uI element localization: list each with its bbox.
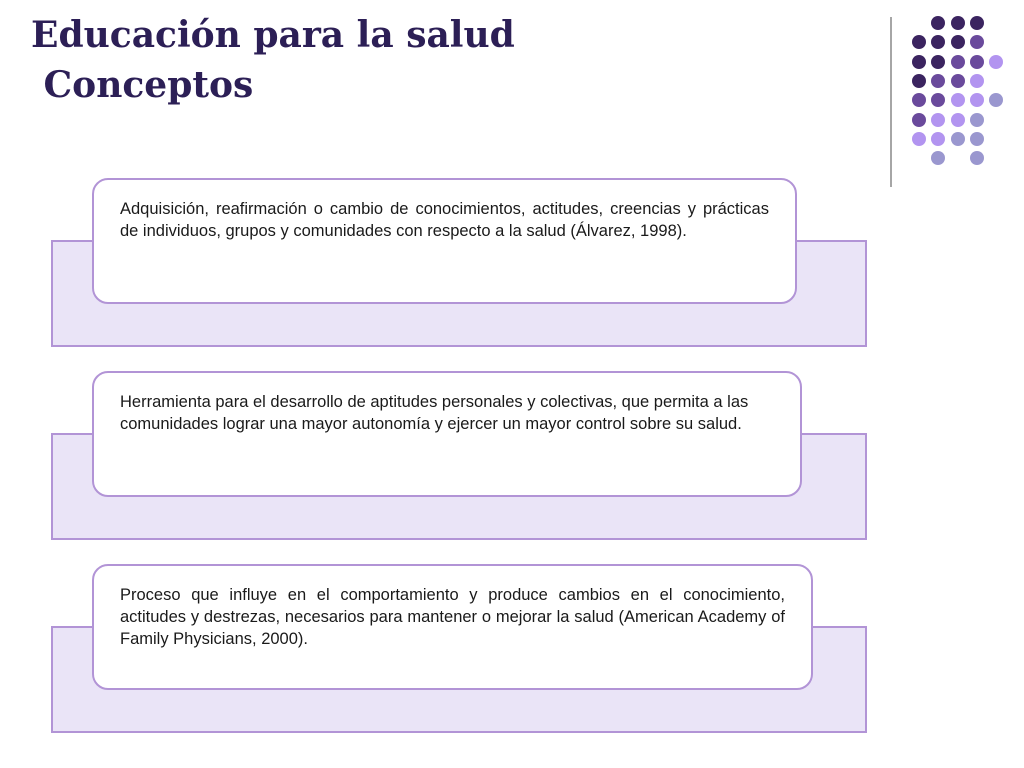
decorative-dot	[951, 35, 965, 49]
decorative-dot	[970, 113, 984, 127]
decorative-dot	[970, 74, 984, 88]
slide-title-line-1: Educación para la salud	[31, 14, 515, 56]
decorative-dot	[951, 132, 965, 146]
decorative-dot	[912, 35, 926, 49]
decorative-divider	[890, 17, 892, 187]
decorative-dot	[912, 55, 926, 69]
decorative-dot	[951, 74, 965, 88]
decorative-dot	[951, 55, 965, 69]
slide-title	[31, 10, 515, 110]
decorative-dot	[989, 55, 1003, 69]
decorative-dot	[989, 93, 1003, 107]
decorative-dot	[931, 151, 945, 165]
decorative-dot	[951, 93, 965, 107]
decorative-dot	[951, 16, 965, 30]
decorative-dot	[931, 55, 945, 69]
decorative-dot	[931, 93, 945, 107]
decorative-dot	[951, 113, 965, 127]
decorative-dot	[970, 151, 984, 165]
decorative-dot	[931, 113, 945, 127]
concept-3-text: Proceso que influye en el comportamiento y produce cambios en el conocimiento, actitudes y destrezas, necesarios para mantener o mejorar la salud (American Academy of Family Physicians, 2000).	[120, 586, 785, 648]
decorative-dot	[931, 132, 945, 146]
decorative-dot	[931, 74, 945, 88]
decorative-dot	[912, 113, 926, 127]
decorative-dot	[970, 132, 984, 146]
concept-1-text: Adquisición, reafirmación o cambio de conocimientos, actitudes, creencias y prácticas de individuos, grupos y comunidades con respecto a la salud (Álvarez, 1998).	[120, 200, 769, 240]
decorative-dot	[970, 16, 984, 30]
concept-3-card	[92, 564, 813, 690]
decorative-dot	[970, 35, 984, 49]
concept-2-text: Herramienta para el desarrollo de aptitudes personales y colectivas, que permita a las comunidades lograr una mayor autonomía y ejercer un mayor control sobre su salud.	[120, 393, 749, 433]
concept-2-card	[92, 371, 802, 497]
decorative-dot	[970, 93, 984, 107]
decorative-dot	[912, 74, 926, 88]
decorative-dot	[931, 35, 945, 49]
decorative-dot	[970, 55, 984, 69]
concept-1-card	[92, 178, 797, 304]
decorative-dot	[931, 16, 945, 30]
decorative-dot	[912, 93, 926, 107]
slide-title-line-2: Conceptos	[31, 64, 254, 106]
decorative-dot	[912, 132, 926, 146]
